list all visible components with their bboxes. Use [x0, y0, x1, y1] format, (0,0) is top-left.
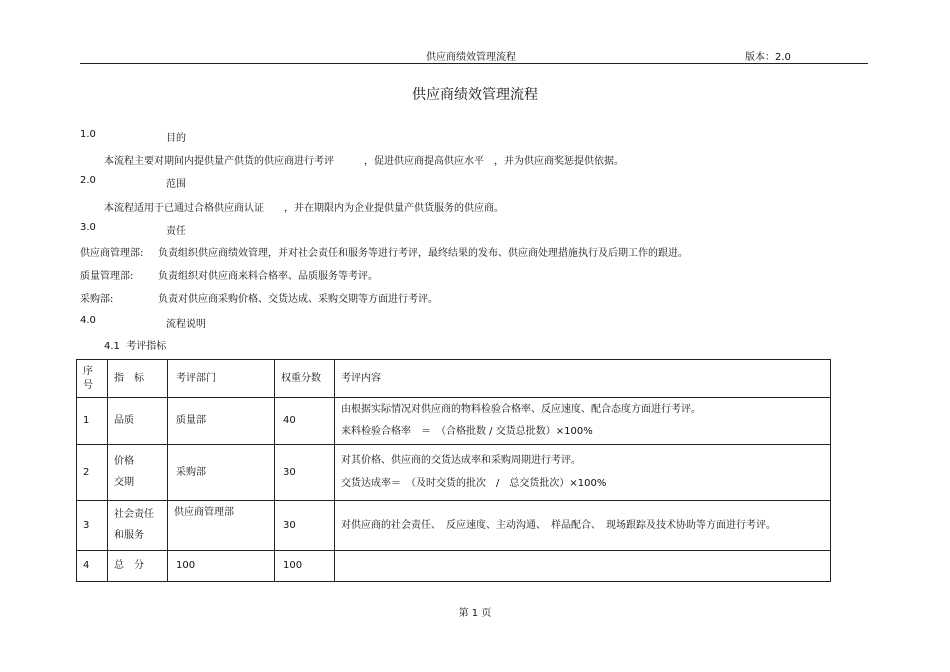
content-line: 由根据实际情况对供应商的物料检验合格率、反应速度、配合态度方面进行考评。: [341, 404, 701, 415]
section-duty-heading: 责任: [166, 226, 186, 237]
evaluation-table: [76, 359, 831, 582]
table-header-row: [77, 360, 831, 398]
subsection-indicators: [104, 337, 166, 352]
row-indicator: 总 分: [108, 551, 168, 582]
section-duty-number: 3.0: [80, 222, 96, 233]
row-no: 1: [77, 398, 108, 445]
row-indicator: 品质: [108, 398, 168, 445]
header-title: 供应商绩效管理流程: [426, 52, 516, 63]
table-row: [77, 501, 831, 551]
row-dept: 质量部: [168, 398, 275, 445]
row-content: [335, 445, 831, 501]
duty-text-supplier-mgmt: 负责组织供应商绩效管理，并对社会责任和服务等进行考评，最终结果的发布、供应商处理措施执行及后期工作的跟进。: [158, 248, 688, 259]
indicator-line: 和服务: [114, 530, 144, 541]
table-row: [77, 551, 831, 582]
row-content: [335, 398, 831, 445]
row-dept: 采购部: [168, 445, 275, 501]
version-number: 2.0: [775, 52, 791, 63]
duty-dept-quality: 质量管理部:: [80, 271, 134, 282]
content-line: 对供应商的社会责任、 反应速度、主动沟通、 样品配合、 现场跟踪及技术协助等方面进行考评。: [341, 519, 776, 531]
subsection-heading: 考评指标: [126, 341, 167, 352]
row-content: [335, 551, 831, 582]
indicator-line: 价格: [114, 456, 134, 467]
row-no: 2: [77, 445, 108, 501]
subsection-number: 4.1: [104, 341, 120, 352]
indicator-line: 社会责任: [114, 509, 154, 520]
section-purpose-number: 1.0: [80, 129, 96, 140]
row-dept: 100: [168, 551, 275, 582]
row-indicator: [108, 445, 168, 501]
table-row: [77, 445, 831, 501]
header-content: 考评内容: [335, 360, 831, 398]
header-indicator: 指 标: [108, 360, 168, 398]
row-weight: 100: [275, 551, 335, 582]
header-rule: [80, 63, 868, 64]
section-purpose-body: 本流程主要对期间内提供量产供货的供应商进行考评 ，促进供应商提高供应水平 ，并为供应商奖惩提供依据。: [104, 156, 624, 167]
row-weight: 30: [275, 501, 335, 551]
duty-dept-purchasing: 采购部:: [80, 294, 114, 305]
header-no: 序号: [77, 360, 108, 398]
row-weight: 30: [275, 445, 335, 501]
row-weight: 40: [275, 398, 335, 445]
row-content: [335, 501, 831, 551]
row-dept: 供应商管理部: [168, 501, 275, 551]
page-title: 供应商绩效管理流程: [412, 87, 538, 103]
content-line: 对其价格、供应商的交货达成率和采购周期进行考评。: [341, 455, 581, 466]
header-dept: 考评部门: [168, 360, 275, 398]
page-number: 第 1 页: [458, 608, 492, 619]
section-process-heading: 流程说明: [166, 319, 206, 330]
content-formula: 来料检验合格率 ＝ （合格批数 / 交货总批数）×100%: [341, 426, 593, 437]
section-process-number: 4.0: [80, 315, 96, 326]
content-formula: 交货达成率＝ （及时交货的批次 / 总交货批次）×100%: [341, 478, 607, 489]
section-scope-number: 2.0: [80, 175, 96, 186]
row-no: 4: [77, 551, 108, 582]
section-purpose-heading: 目的: [166, 133, 186, 144]
indicator-line: 交期: [114, 477, 134, 488]
row-no: 3: [77, 501, 108, 551]
duty-text-purchasing: 负责对供应商采购价格、交货达成、采购交期等方面进行考评。: [158, 294, 438, 305]
version-label: 版本：: [745, 52, 775, 63]
header-weight: 权重分数: [275, 360, 335, 398]
duty-dept-supplier-mgmt: 供应商管理部:: [80, 248, 144, 259]
version-info: [745, 48, 791, 63]
duty-text-quality: 负责组织对供应商来料合格率、品质服务等考评。: [158, 271, 378, 282]
row-indicator: [108, 501, 168, 551]
table-row: [77, 398, 831, 445]
section-scope-body: 本流程适用于已通过合格供应商认证 ，并在期限内为企业提供量产供货服务的供应商。: [104, 203, 504, 214]
section-scope-heading: 范围: [166, 179, 186, 190]
